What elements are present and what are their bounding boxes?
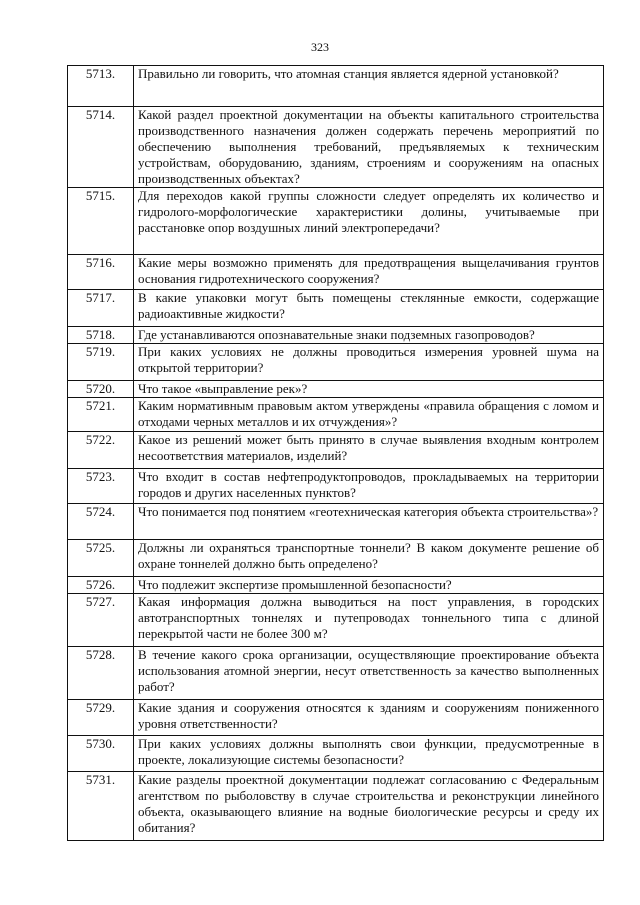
question-text: Какие меры возможно применять для предотвращения выщелачивания грунтов основания гидротехнического сооружения?: [134, 255, 604, 290]
question-number: 5713.: [68, 66, 134, 107]
question-number: 5723.: [68, 469, 134, 504]
table-row: [68, 700, 604, 736]
question-number: 5718.: [68, 327, 134, 344]
question-number: 5714.: [68, 107, 134, 188]
question-number: 5717.: [68, 290, 134, 327]
table-row: [68, 66, 604, 107]
question-number: 5728.: [68, 647, 134, 700]
question-text: Для переходов какой группы сложности следует определять их количество и гидролого-морфологические характеристики долины, учитываемые при расстановке опор воздушных линий электропередачи?: [134, 188, 604, 255]
table-row: [68, 327, 604, 344]
question-number: 5715.: [68, 188, 134, 255]
question-text: Какой раздел проектной документации на объекты капитального строительства производственного назначения должен содержать перечень мероприятий по обеспечению выполнения требований, предъявляемых к техническим устройствам, оборудованию, зданиям, строениям и сооружениям на опасных производственных объектах?: [134, 107, 604, 188]
question-text: При каких условиях не должны проводиться измерения уровней шума на открытой территории?: [134, 344, 604, 381]
question-number: 5721.: [68, 398, 134, 432]
question-text: Каким нормативным правовым актом утверждены «правила обращения с ломом и отходами черных металлов и их отчуждения»?: [134, 398, 604, 432]
question-number: 5716.: [68, 255, 134, 290]
question-text: Должны ли охраняться транспортные тоннели? В каком документе решение об охране тоннелей должно быть определено?: [134, 540, 604, 577]
question-text: Какие разделы проектной документации подлежат согласованию с Федеральным агентством по рыболовству в случае строительства и реконструкции линейного объекта, оказывающего влияние на водные биологические ресурсы и среду их обитания?: [134, 772, 604, 841]
question-number: 5725.: [68, 540, 134, 577]
question-number: 5719.: [68, 344, 134, 381]
question-number: 5731.: [68, 772, 134, 841]
table-row: [68, 398, 604, 432]
table-row: [68, 647, 604, 700]
question-text: Что подлежит экспертизе промышленной безопасности?: [134, 577, 604, 594]
page-number: 323: [311, 40, 329, 54]
question-text: Что входит в состав нефтепродуктопроводов, прокладываемых на территории городов и других населенных пунктов?: [134, 469, 604, 504]
table-row: [68, 290, 604, 327]
question-number: 5730.: [68, 736, 134, 772]
table-row: [68, 188, 604, 255]
question-number: 5724.: [68, 504, 134, 540]
table-row: [68, 107, 604, 188]
question-text: Какие здания и сооружения относятся к зданиям и сооружениям пониженного уровня ответственности?: [134, 700, 604, 736]
question-number: 5729.: [68, 700, 134, 736]
question-number: 5726.: [68, 577, 134, 594]
table-row: [68, 255, 604, 290]
question-text: Какое из решений может быть принято в случае выявления входным контролем несоответствия материалов, изделий?: [134, 432, 604, 469]
question-text: Где устанавливаются опознавательные знаки подземных газопроводов?: [134, 327, 604, 344]
table-row: [68, 772, 604, 841]
table-row: [68, 432, 604, 469]
question-text: Правильно ли говорить, что атомная станция является ядерной установкой?: [134, 66, 604, 107]
table-row: [68, 344, 604, 381]
table-row: [68, 540, 604, 577]
question-text: При каких условиях должны выполнять свои функции, предусмотренные в проекте, локализующие системы безопасности?: [134, 736, 604, 772]
question-text: В какие упаковки могут быть помещены стеклянные емкости, содержащие радиоактивные жидкости?: [134, 290, 604, 327]
table-row: [68, 469, 604, 504]
questions-table: [67, 65, 604, 841]
question-number: 5722.: [68, 432, 134, 469]
question-text: Что понимается под понятием «геотехническая категория объекта строительства»?: [134, 504, 604, 540]
question-text: В течение какого срока организации, осуществляющие проектирование объекта использования атомной энергии, несут ответственность за качество выполненных работ?: [134, 647, 604, 700]
question-text: Какая информация должна выводиться на пост управления, в городских автотранспортных тоннелях и путепроводах тоннельного типа с длиной перекрытой части не более 300 м?: [134, 594, 604, 647]
question-number: 5720.: [68, 381, 134, 398]
table-row: [68, 381, 604, 398]
table-row: [68, 594, 604, 647]
question-number: 5727.: [68, 594, 134, 647]
question-text: Что такое «выправление рек»?: [134, 381, 604, 398]
table-row: [68, 577, 604, 594]
table-row: [68, 736, 604, 772]
table-row: [68, 504, 604, 540]
